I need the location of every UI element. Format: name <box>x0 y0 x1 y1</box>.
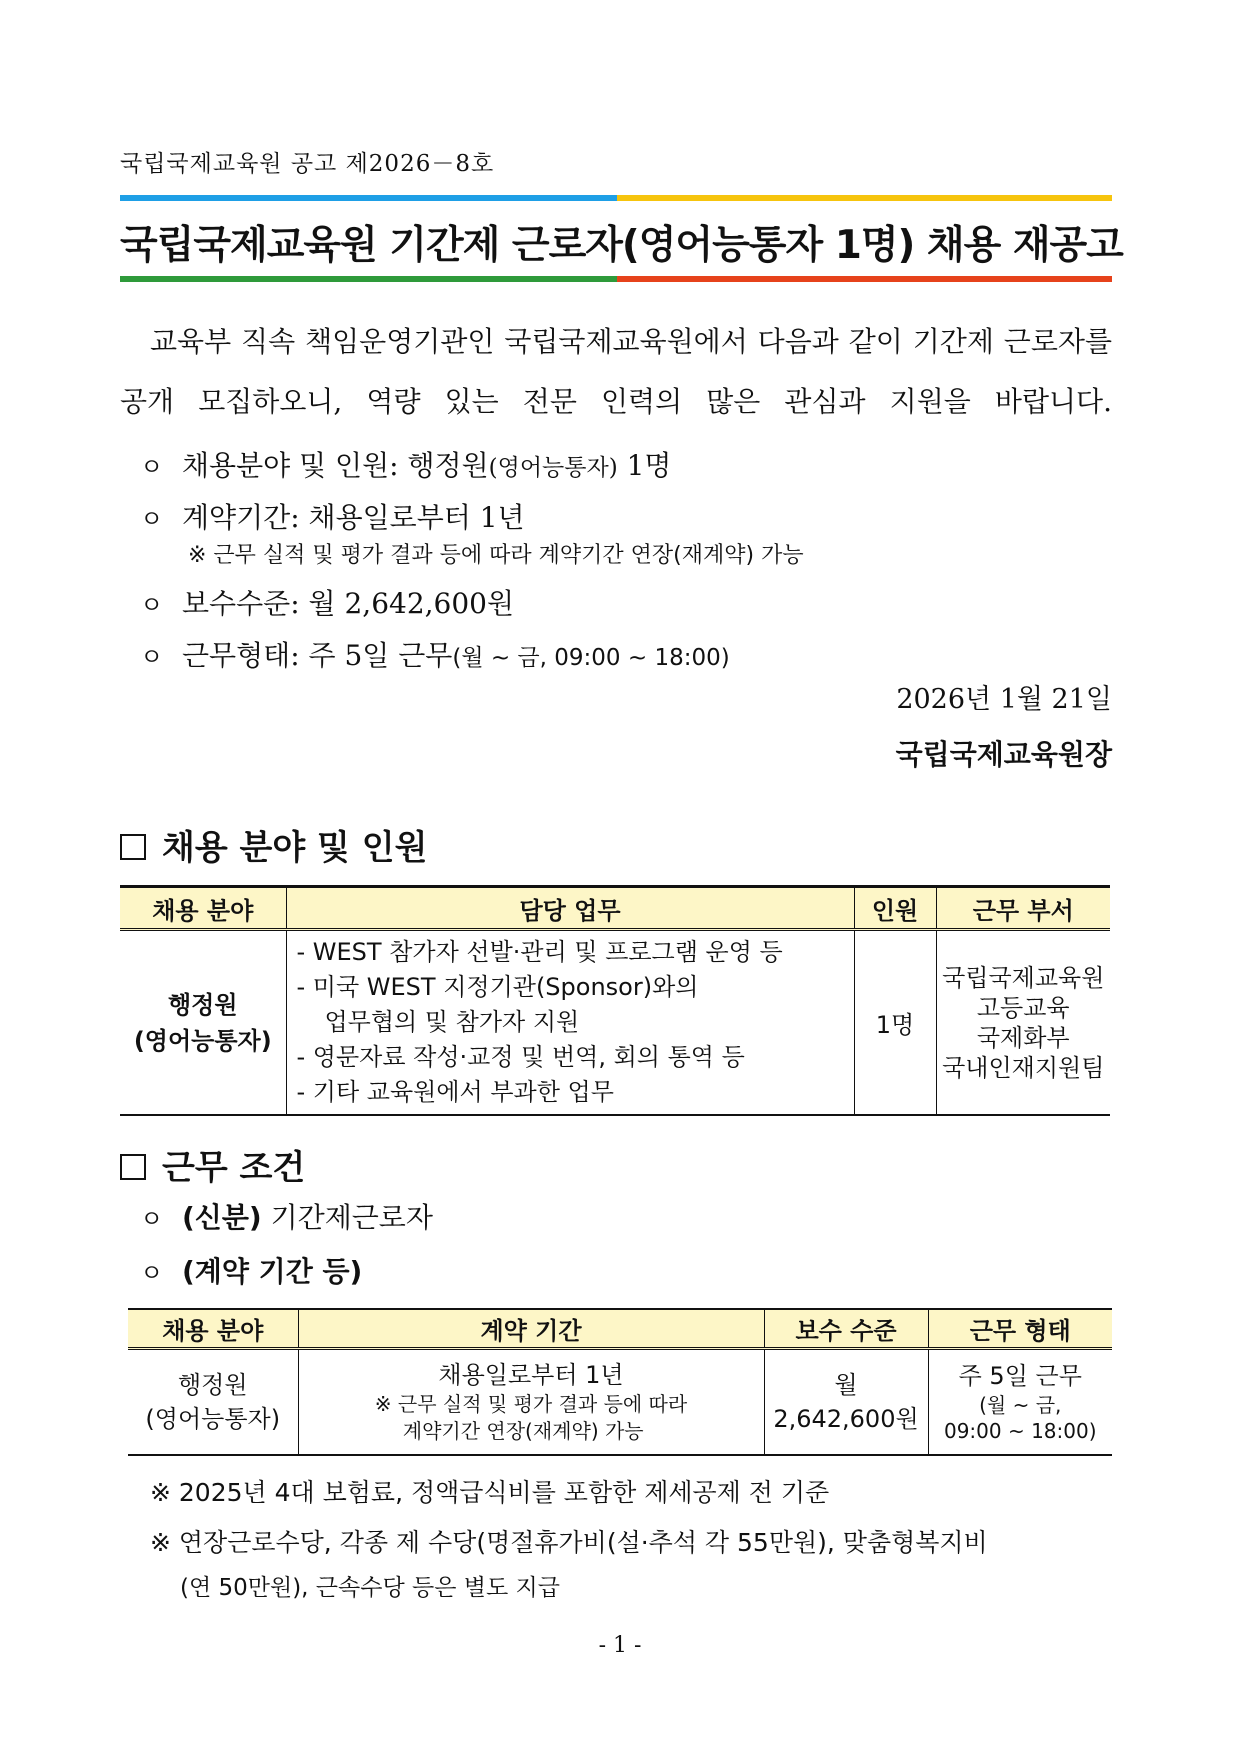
condition-status-value: 기간제근로자 <box>261 1201 433 1234</box>
bullet-mark: ㅇ <box>140 643 164 671</box>
table-header: 근무 부서 <box>936 887 1110 930</box>
section-recruitment <box>120 820 427 869</box>
recruit-field-cell <box>120 930 286 1116</box>
cond-field-cell <box>128 1349 298 1456</box>
summary-contract <box>140 496 525 536</box>
cond-work-line: 09:00 ~ 18:00) <box>943 1419 1097 1443</box>
table-header: 근무 형태 <box>928 1309 1112 1349</box>
cond-field-line: (영어능통자) <box>145 1405 281 1433</box>
square-box-icon <box>120 1154 146 1180</box>
section-recruitment-title: 채용 분야 및 인원 <box>162 828 428 868</box>
department-line: 국내인재지원팀 <box>942 1053 1105 1082</box>
bullet-mark: ㅇ <box>140 453 164 481</box>
condition-contract-label: (계약 기간 등) <box>182 1255 363 1288</box>
summary-pay-value: 월 2,642,600원 <box>308 587 515 620</box>
summary-pay-label: 보수수준: <box>182 587 309 620</box>
department-line: 고등교육 <box>976 993 1070 1022</box>
summary-field <box>140 444 671 484</box>
square-box-icon <box>120 834 146 860</box>
duty-item: - WEST 참가자 선발·관리 및 프로그램 운영 등 <box>296 938 783 966</box>
bullet-mark: ㅇ <box>140 1259 164 1287</box>
title-bar-bottom-green <box>120 276 617 282</box>
bullet-mark: ㅇ <box>140 1205 164 1233</box>
table-header: 인원 <box>854 887 936 930</box>
table-row <box>128 1349 1112 1456</box>
summary-field-paren: (영어능통자) <box>488 455 618 481</box>
summary-contract-label: 계약기간: <box>182 501 309 534</box>
recruitment-table <box>120 885 1110 1116</box>
table-header-row <box>120 887 1110 930</box>
recruit-duties-cell <box>286 930 854 1116</box>
recruit-field-line: (영어능통자) <box>133 1026 272 1055</box>
intro-line-2: 공개 모집하오니, 역량 있는 전문 인력의 많은 관심과 지원을 바랍니다. <box>120 385 1112 418</box>
condition-status <box>140 1196 433 1236</box>
cond-field-line: 행정원 <box>177 1371 248 1399</box>
document-title: 국립국제교육원 기간제 근로자(영어능통자 1명) 채용 재공고 <box>120 223 1123 268</box>
signer: 국립국제교육원장 <box>895 738 1112 771</box>
recruit-count-cell: 1명 <box>854 930 936 1116</box>
table-header: 담당 업무 <box>286 887 854 930</box>
cond-contract-main: 채용일로부터 1년 <box>438 1361 624 1389</box>
duty-item: - 미국 WEST 지정기관(Sponsor)와의 <box>296 973 699 1001</box>
recruit-department-cell <box>936 930 1110 1116</box>
title-bar-top-yellow <box>617 195 1112 201</box>
cond-pay-line: 2,642,600원 <box>773 1405 919 1433</box>
section-conditions <box>120 1140 305 1189</box>
section-conditions-title: 근무 조건 <box>162 1148 306 1188</box>
recruit-field-line: 행정원 <box>167 990 238 1019</box>
summary-field-value: 행정원 <box>407 449 489 482</box>
duty-item: 업무협의 및 참가자 지원 <box>324 1008 580 1036</box>
cond-contract-note <box>375 1391 687 1445</box>
summary-work-label: 근무형태: <box>182 639 309 672</box>
page-number: - 1 - <box>598 1633 642 1658</box>
cond-work-line: 주 5일 근무 <box>958 1362 1082 1390</box>
department-line: 국제화부 <box>976 1023 1070 1052</box>
cond-work-line: (월 ~ 금, <box>979 1393 1062 1417</box>
duty-item: - 기타 교육원에서 부과한 업무 <box>296 1078 614 1106</box>
summary-contract-note: ※ 근무 실적 및 평가 결과 등에 따라 계약기간 연장(재계약) 가능 <box>188 543 804 568</box>
table-row <box>120 930 1110 1116</box>
cond-contract-note-line: ※ 근무 실적 및 평가 결과 등에 따라 <box>374 1392 688 1416</box>
condition-contract <box>140 1250 362 1290</box>
summary-work-paren: (월 ~ 금, 09:00 ~ 18:00) <box>452 645 730 671</box>
table-header: 채용 분야 <box>120 887 286 930</box>
table-header: 채용 분야 <box>128 1309 298 1349</box>
title-bar-top-blue <box>120 195 617 201</box>
summary-field-count: 1명 <box>617 449 672 482</box>
footnote: (연 50만원), 근속수당 등은 별도 지급 <box>180 1575 560 1601</box>
summary-work <box>140 634 730 674</box>
footnote: ※ 연장근로수당, 각종 제 수당(명절휴가비(설·추석 각 55만원), 맞춤형복지비 <box>150 1528 988 1557</box>
conditions-table <box>128 1308 1112 1456</box>
summary-contract-value: 채용일로부터 1년 <box>308 501 525 534</box>
title-bar-bottom-red <box>617 276 1112 282</box>
summary-work-value: 주 5일 근무 <box>308 639 453 672</box>
cond-contract-cell <box>298 1349 764 1456</box>
department-line: 국립국제교육원 <box>942 963 1105 992</box>
notice-number: 국립국제교육원 공고 제2026－8호 <box>120 151 495 177</box>
table-header: 보수 수준 <box>764 1309 928 1349</box>
summary-pay <box>140 582 514 622</box>
notice-date: 2026년 1월 21일 <box>896 684 1112 715</box>
duty-item: - 영문자료 작성·교정 및 번역, 회의 통역 등 <box>296 1043 745 1071</box>
footnote: ※ 2025년 4대 보험료, 정액급식비를 포함한 제세공제 전 기준 <box>150 1478 830 1507</box>
cond-contract-note-line: 계약기간 연장(재계약) 가능 <box>402 1419 644 1443</box>
intro-line-1: 교육부 직속 책임운영기관인 국립국제교육원에서 다음과 같이 기간제 근로자를 <box>150 325 1112 358</box>
summary-field-label: 채용분야 및 인원: <box>182 449 408 482</box>
table-header-row <box>128 1309 1112 1349</box>
condition-status-label: (신분) <box>182 1201 262 1234</box>
cond-pay-cell <box>764 1349 928 1456</box>
cond-pay-line: 월 <box>834 1371 858 1399</box>
table-header: 계약 기간 <box>298 1309 764 1349</box>
bullet-mark: ㅇ <box>140 505 164 533</box>
bullet-mark: ㅇ <box>140 591 164 619</box>
cond-work-cell <box>928 1349 1112 1456</box>
